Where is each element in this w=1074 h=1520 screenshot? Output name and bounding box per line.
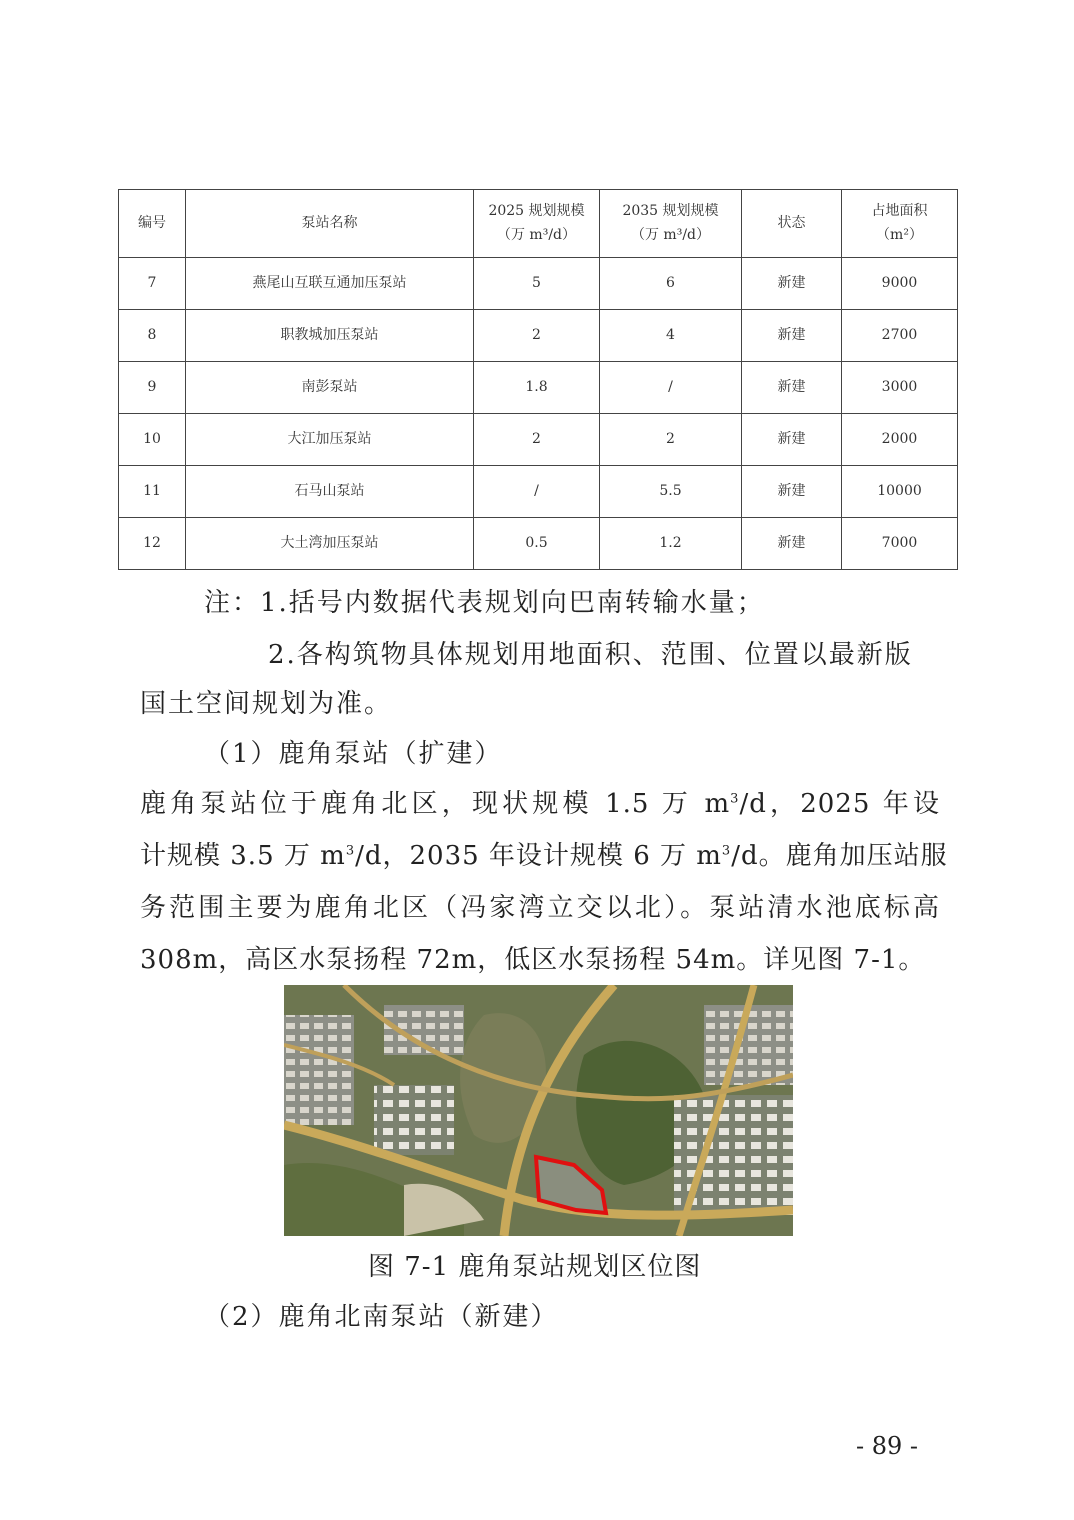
- table-body: [119, 258, 958, 570]
- cell-cap2025: 5: [474, 258, 600, 310]
- cell-no: 12: [119, 518, 186, 570]
- header-area: [842, 190, 958, 258]
- figure-caption: 图 7-1 鹿角泵站规划区位图: [368, 1252, 702, 1282]
- cell-cap2035: 1.2: [600, 518, 742, 570]
- section-1-heading: （1）鹿角泵站（扩建）: [204, 739, 503, 769]
- cell-area: 3000: [842, 362, 958, 414]
- cell-no: 11: [119, 466, 186, 518]
- note-2: 2.各构筑物具体规划用地面积、范围、位置以最新版: [268, 640, 913, 670]
- line1-part-a: 鹿角泵站位于鹿角北区，现状规模 1.5 万 m: [140, 789, 731, 819]
- superscript-3: 3: [721, 843, 732, 859]
- cell-area: 2700: [842, 310, 958, 362]
- header-area-line1: 占地面积: [871, 202, 928, 219]
- page-number: - 89 -: [856, 1432, 919, 1460]
- table-row: [119, 310, 958, 362]
- satellite-map-image: [284, 985, 793, 1236]
- cell-name: 大土湾加压泵站: [186, 518, 474, 570]
- cell-cap2025: 2: [474, 310, 600, 362]
- line2-part-c: /d。鹿角加压站服: [731, 841, 948, 871]
- header-cap2035: [600, 190, 742, 258]
- cell-cap2035: 2: [600, 414, 742, 466]
- paragraph-line-4: 308m，高区水泵扬程 72m，低区水泵扬程 54m。详见图 7-1。: [140, 945, 926, 975]
- cell-area: 7000: [842, 518, 958, 570]
- table-row: [119, 414, 958, 466]
- header-area-line2: （m²）: [876, 226, 923, 243]
- cell-no: 8: [119, 310, 186, 362]
- cell-state: 新建: [742, 310, 842, 362]
- note-2-continued: 国土空间规划为准。: [140, 689, 393, 719]
- cell-cap2025: /: [474, 466, 600, 518]
- cell-area: 9000: [842, 258, 958, 310]
- line2-part-b: /d，2035 年设计规模 6 万 m: [355, 841, 722, 871]
- header-cap2025-line2: （万 m³/d）: [496, 226, 577, 243]
- cell-name: 职教城加压泵站: [186, 310, 474, 362]
- header-cap2035-line2: （万 m³/d）: [630, 226, 711, 243]
- cell-state: 新建: [742, 518, 842, 570]
- cell-no: 7: [119, 258, 186, 310]
- cell-state: 新建: [742, 258, 842, 310]
- cell-cap2025: 1.8: [474, 362, 600, 414]
- header-cap2025: [474, 190, 600, 258]
- cell-name: 大江加压泵站: [186, 414, 474, 466]
- table-row: [119, 466, 958, 518]
- section-2-heading: （2）鹿角北南泵站（新建）: [204, 1302, 559, 1332]
- cell-cap2025: 0.5: [474, 518, 600, 570]
- table-row: [119, 518, 958, 570]
- cell-name: 燕尾山互联互通加压泵站: [186, 258, 474, 310]
- table-row: [119, 362, 958, 414]
- header-state: 状态: [742, 190, 842, 258]
- cell-area: 2000: [842, 414, 958, 466]
- cell-state: 新建: [742, 362, 842, 414]
- cell-state: 新建: [742, 414, 842, 466]
- cell-no: 9: [119, 362, 186, 414]
- cell-cap2025: 2: [474, 414, 600, 466]
- cell-name: 石马山泵站: [186, 466, 474, 518]
- section-1-paragraph: [140, 778, 948, 986]
- header-cap2035-line1: 2035 规划规模: [622, 202, 719, 219]
- cell-name: 南彭泵站: [186, 362, 474, 414]
- paragraph-line-3: 务范围主要为鹿角北区（冯家湾立交以北）。泵站清水池底标高: [140, 893, 940, 923]
- superscript-3: 3: [730, 791, 740, 807]
- note-1: 注：1.括号内数据代表规划向巴南转输水量；: [204, 588, 765, 618]
- cell-cap2035: /: [600, 362, 742, 414]
- header-cap2025-line1: 2025 规划规模: [488, 202, 585, 219]
- line2-part-a: 计规模 3.5 万 m: [140, 841, 346, 871]
- pump-station-table: [118, 189, 958, 570]
- header-no: 编号: [119, 190, 186, 258]
- cell-state: 新建: [742, 466, 842, 518]
- cell-cap2035: 6: [600, 258, 742, 310]
- cell-no: 10: [119, 414, 186, 466]
- header-name: 泵站名称: [186, 190, 474, 258]
- table-row: [119, 258, 958, 310]
- table-header-row: [119, 190, 958, 258]
- superscript-3: 3: [345, 843, 356, 859]
- cell-cap2035: 4: [600, 310, 742, 362]
- cell-area: 10000: [842, 466, 958, 518]
- line1-part-b: /d，2025 年设: [739, 789, 940, 819]
- cell-cap2035: 5.5: [600, 466, 742, 518]
- paragraph-line-2: [140, 830, 948, 882]
- location-map-figure: [284, 985, 793, 1236]
- paragraph-line-1: [140, 778, 940, 830]
